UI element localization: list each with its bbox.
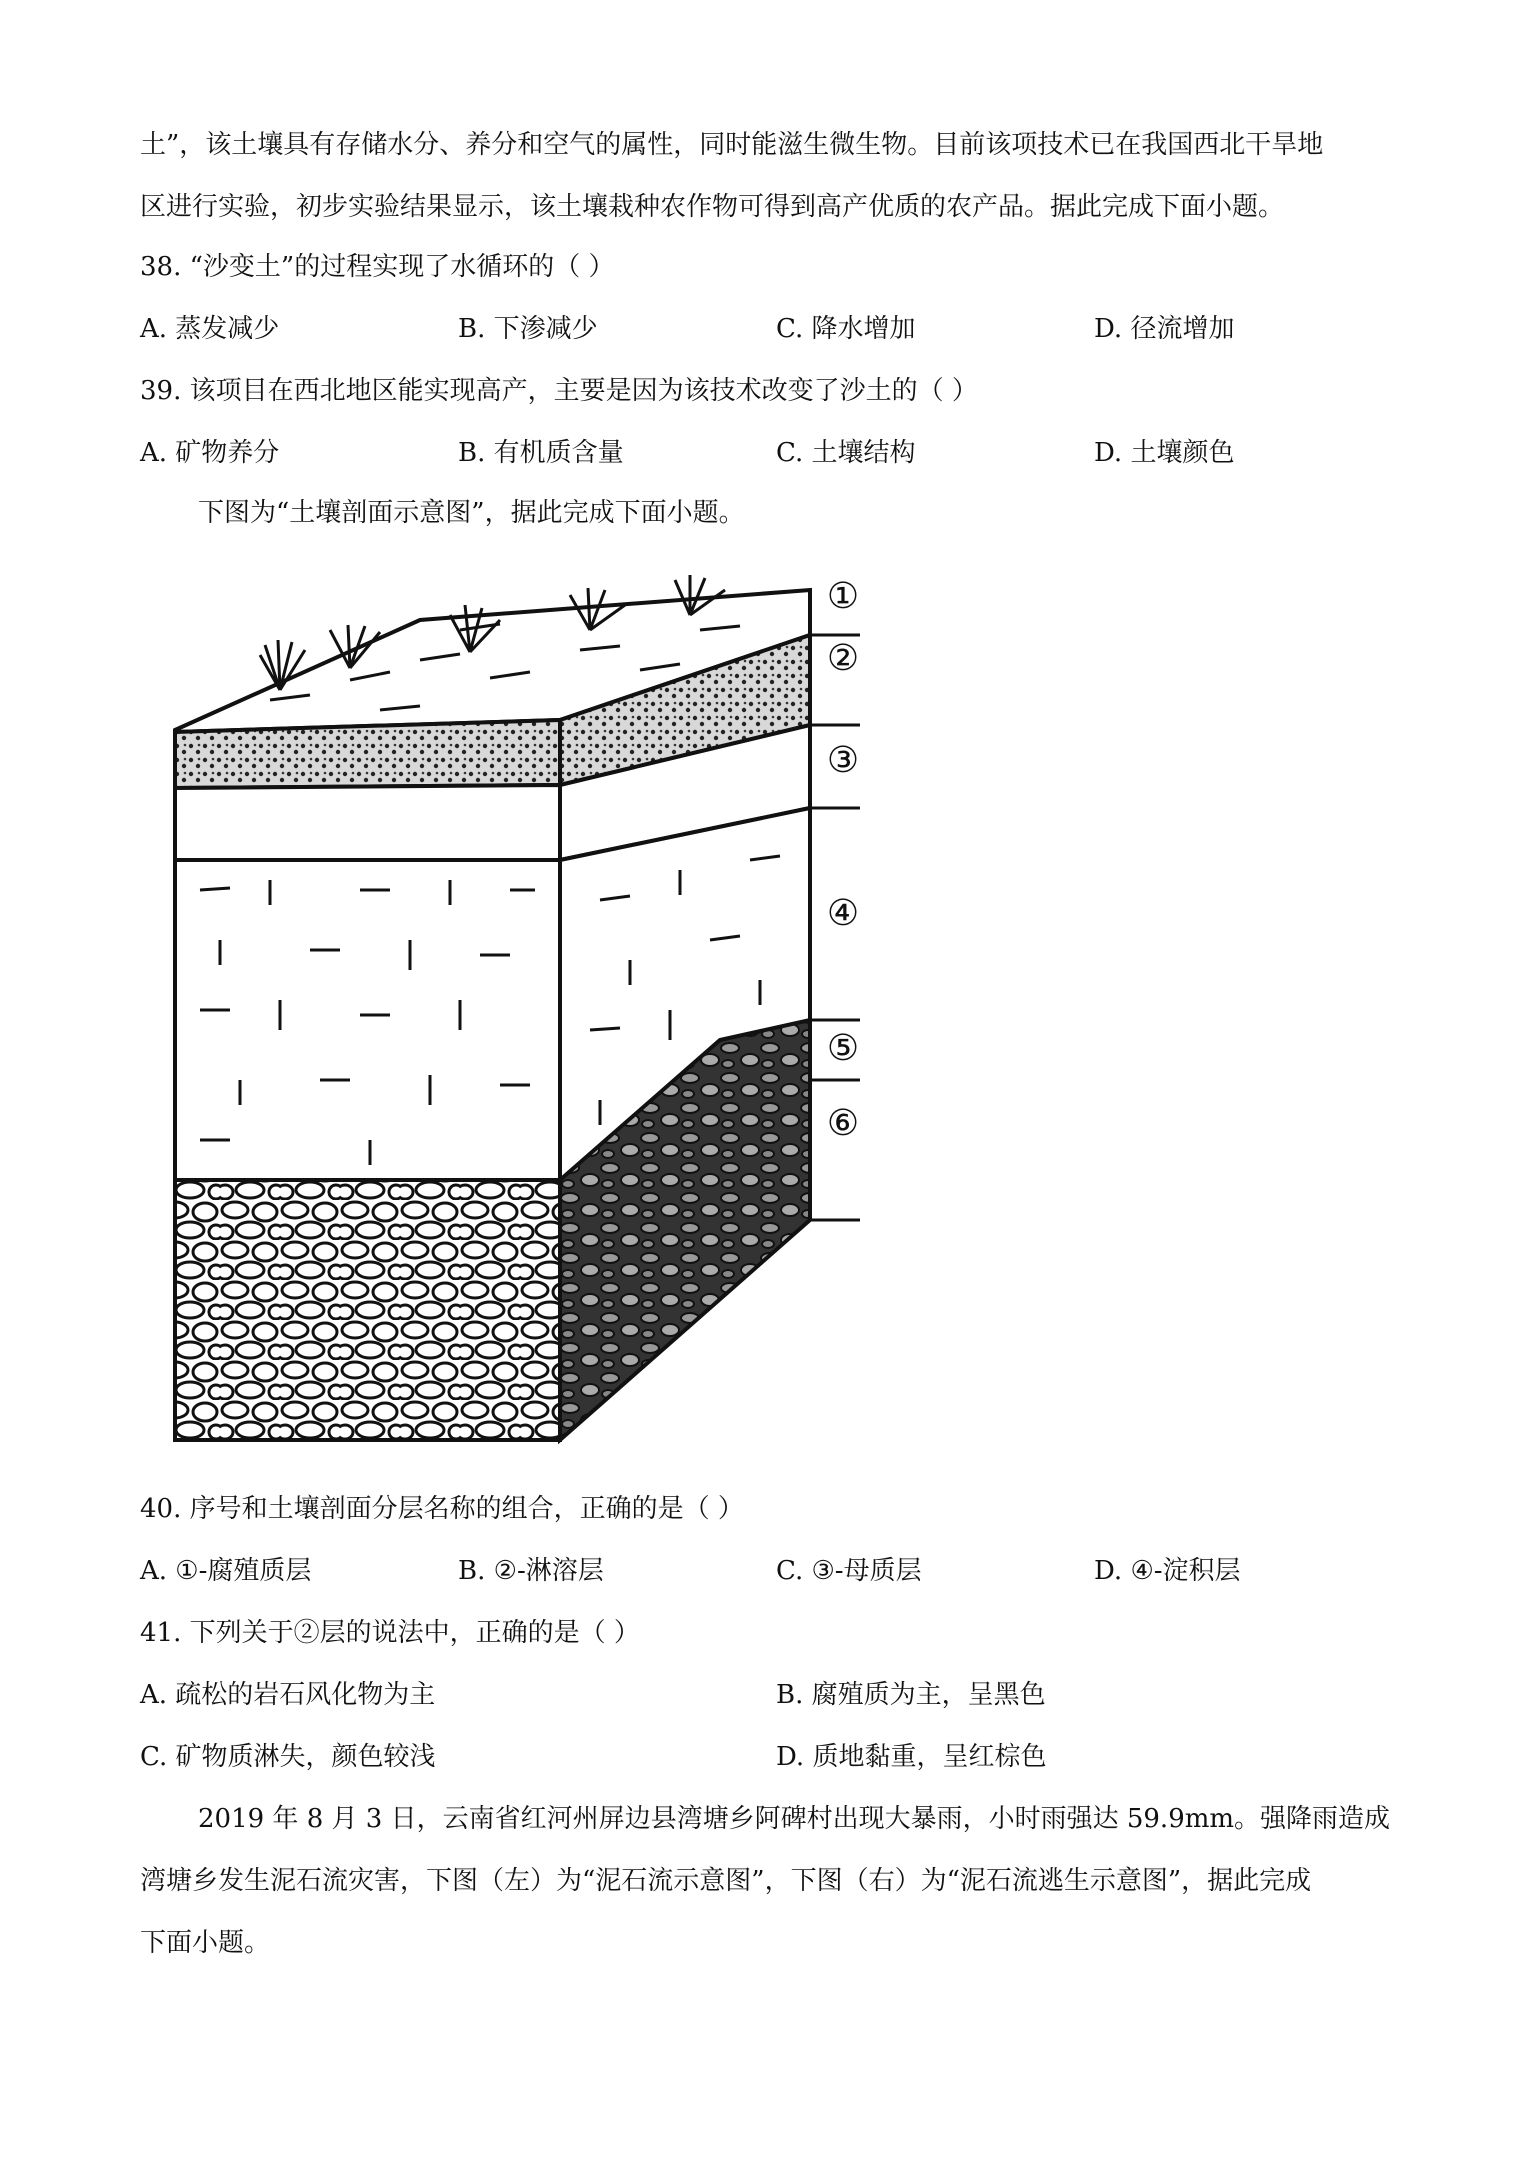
layer-label-2: ② bbox=[826, 638, 860, 679]
layer-label-3: ③ bbox=[826, 740, 860, 781]
q40-option-b[interactable]: B. ②-淋溶层 bbox=[458, 1556, 604, 1586]
bedrock-front bbox=[175, 1180, 560, 1440]
layer-3-front bbox=[175, 785, 560, 860]
intro-line-2: 区进行实验，初步实验结果显示，该土壤栽种农作物可得到高产优质的农产品。据此完成下面小题。 bbox=[140, 192, 1285, 222]
passage-line-1: 2019 年 8 月 3 日，云南省红河州屏边县湾塘乡阿碑村出现大暴雨，小时雨强达 59.9mm。强降雨造成 bbox=[198, 1804, 1391, 1834]
q39-stem: 39. 该项目在西北地区能实现高产，主要是因为该技术改变了沙土的（ ） bbox=[140, 376, 978, 406]
q39-option-b[interactable]: B. 有机质含量 bbox=[458, 438, 624, 468]
q41-option-d[interactable]: D. 质地黏重，呈红棕色 bbox=[776, 1742, 1047, 1772]
intro-line-1: 土”，该土壤具有存储水分、养分和空气的属性，同时能滋生微生物。目前该项技术已在我国西北干旱地 bbox=[140, 130, 1324, 160]
layer-2-front bbox=[175, 720, 560, 788]
soil-profile-diagram bbox=[160, 560, 880, 1460]
q41-stem: 41. 下列关于②层的说法中，正确的是（ ） bbox=[140, 1618, 640, 1648]
q39-option-c[interactable]: C. 土壤结构 bbox=[776, 438, 916, 468]
q38-stem: 38. “沙变土”的过程实现了水循环的（ ） bbox=[140, 252, 615, 282]
q38-option-d[interactable]: D. 径流增加 bbox=[1094, 314, 1235, 344]
figure-intro: 下图为“土壤剖面示意图”，据此完成下面小题。 bbox=[198, 498, 745, 528]
q41-option-c[interactable]: C. 矿物质淋失，颜色较浅 bbox=[140, 1742, 436, 1772]
q38-option-a[interactable]: A. 蒸发减少 bbox=[140, 314, 280, 344]
q40-stem: 40. 序号和土壤剖面分层名称的组合，正确的是（ ） bbox=[140, 1494, 744, 1524]
layer-4-front bbox=[175, 860, 560, 1180]
q38-option-b[interactable]: B. 下渗减少 bbox=[458, 314, 598, 344]
q39-option-a[interactable]: A. 矿物养分 bbox=[140, 438, 280, 468]
q40-option-c[interactable]: C. ③-母质层 bbox=[776, 1556, 922, 1586]
layer-label-4: ④ bbox=[826, 893, 860, 934]
layer-label-6: ⑥ bbox=[826, 1103, 860, 1144]
passage-line-3: 下面小题。 bbox=[140, 1928, 271, 1958]
q41-option-a[interactable]: A. 疏松的岩石风化物为主 bbox=[140, 1680, 436, 1710]
q41-option-b[interactable]: B. 腐殖质为主，呈黑色 bbox=[776, 1680, 1046, 1710]
q40-option-a[interactable]: A. ①-腐殖质层 bbox=[140, 1556, 312, 1586]
layer-label-1: ① bbox=[826, 576, 860, 617]
layer-label-5: ⑤ bbox=[826, 1028, 860, 1069]
q39-option-d[interactable]: D. 土壤颜色 bbox=[1094, 438, 1235, 468]
q40-option-d[interactable]: D. ④-淀积层 bbox=[1094, 1556, 1241, 1586]
q38-option-c[interactable]: C. 降水增加 bbox=[776, 314, 916, 344]
passage-line-2: 湾塘乡发生泥石流灾害，下图（左）为“泥石流示意图”，下图（右）为“泥石流逃生示意图”，据此完成 bbox=[140, 1866, 1312, 1896]
